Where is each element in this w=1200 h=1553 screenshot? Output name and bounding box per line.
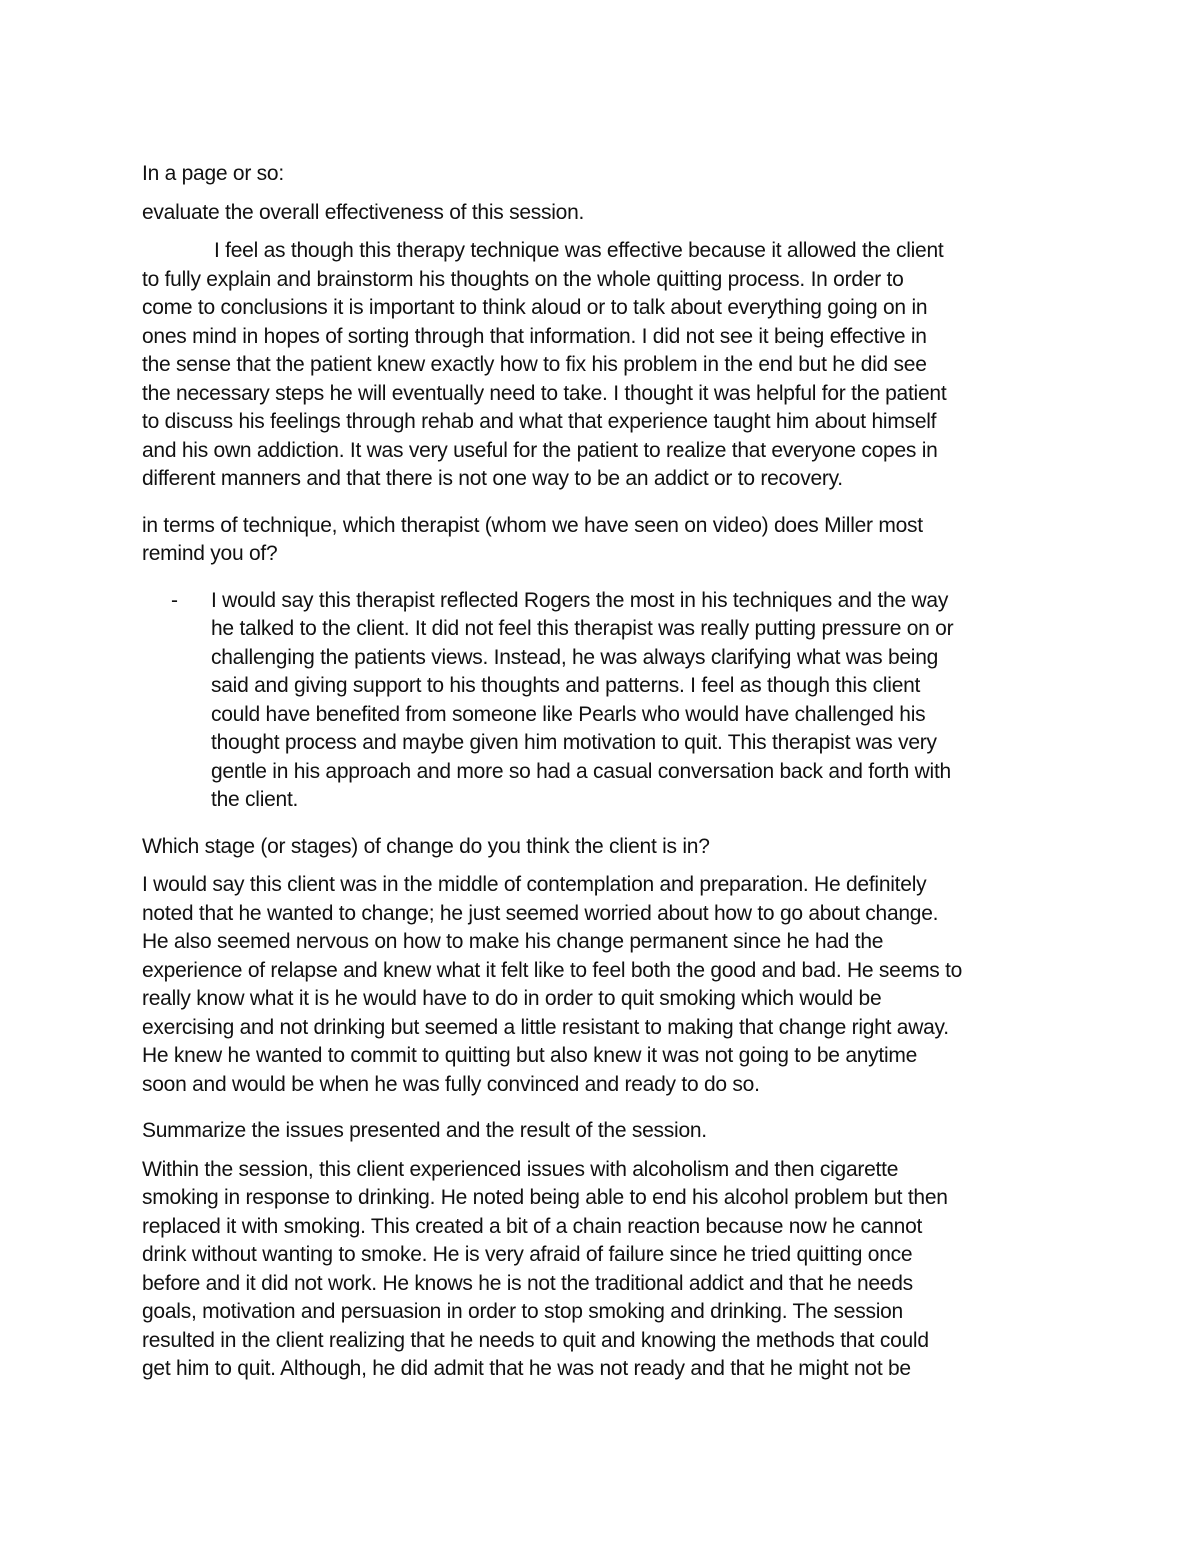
answer-line: goals, motivation and persuasion in order to stop smoking and drinking. The session	[142, 1300, 903, 1323]
answer-line: resulted in the client realizing that he needs to quit and knowing the methods that could	[142, 1328, 929, 1352]
answer-line: ones mind in hopes of sorting through that information. I did not see it being effective in	[142, 324, 927, 348]
answer-line: before and it did not work. He knows he is not the traditional addict and that he needs	[142, 1271, 913, 1295]
answer-line: I would say this therapist reflected Rogers the most in his techniques and the way	[211, 588, 949, 612]
bullet-dash: -	[171, 588, 178, 612]
document-body	[142, 160, 1062, 1384]
answer-line: smoking in response to drinking. He noted being able to end his alcohol problem but then	[142, 1186, 948, 1209]
answer-line: the sense that the patient knew exactly how to fix his problem in the end but he did see	[142, 353, 927, 376]
question-line: remind you of?	[142, 542, 278, 565]
answer-technique-bullet	[142, 587, 1062, 815]
answer-line: replaced it with smoking. This created a bit of a chain reaction because now he cannot	[142, 1214, 923, 1238]
answer-line: gentle in his approach and more so had a casual conversation back and forth with	[211, 759, 951, 783]
answer-line: different manners and that there is not one way to be an addict or to recovery.	[142, 467, 843, 490]
answer-stage-of-change	[142, 871, 1062, 1099]
answer-line: and his own addiction. It was very useful for the patient to realize that everyone copes in	[142, 438, 938, 462]
bullet-text	[142, 587, 1062, 815]
answer-line: exercising and not drinking but seemed a little resistant to making that change right away.	[142, 1015, 949, 1039]
question-line: in terms of technique, which therapist (whom we have seen on video) does Miller most	[142, 513, 923, 537]
question-technique	[142, 512, 1062, 569]
answer-line: He also seemed nervous on how to make his change permanent since he had the	[142, 930, 884, 953]
answer-line: said and giving support to his thoughts and patterns. I feel as though this client	[211, 674, 921, 697]
answer-line: really know what it is he would have to do in order to quit smoking which would be	[142, 987, 882, 1010]
answer-line: experience of relapse and knew what it felt like to feel both the good and bad. He seems to	[142, 958, 963, 982]
answer-line: soon and would be when he was fully convinced and ready to do so.	[142, 1072, 760, 1096]
answer-line: could have benefited from someone like Pearls who would have challenged his	[211, 702, 926, 726]
question-effectiveness: evaluate the overall effectiveness of this session.	[142, 200, 585, 224]
answer-line: to fully explain and brainstorm his thoughts on the whole quitting process. In order to	[142, 267, 904, 291]
answer-line: He knew he wanted to commit to quitting but also knew it was not going to be anytime	[142, 1044, 918, 1067]
answer-line: the necessary steps he will eventually need to take. I thought it was helpful for the patient	[142, 381, 947, 405]
answer-line: I would say this client was in the middle of contemplation and preparation. He definitely	[142, 873, 927, 896]
question-stage-of-change: Which stage (or stages) of change do you think the client is in?	[142, 834, 710, 858]
answer-line: drink without wanting to smoke. He is very afraid of failure since he tried quitting once	[142, 1243, 913, 1266]
answer-line: thought process and maybe given him motivation to quit. This therapist was very	[211, 731, 937, 754]
answer-line: get him to quit. Although, he did admit that he was not ready and that he might not be	[142, 1357, 911, 1380]
answer-line: the client.	[211, 788, 299, 811]
question-summary: Summarize the issues presented and the result of the session.	[142, 1119, 707, 1142]
intro-line: In a page or so:	[142, 162, 284, 185]
answer-line: he talked to the client. It did not feel this therapist was really putting pressure on or	[211, 617, 954, 640]
answer-line: to discuss his feelings through rehab and what that experience taught him about himself	[142, 410, 937, 433]
answer-line: noted that he wanted to change; he just seemed worried about how to go about change.	[142, 901, 939, 925]
answer-line: Within the session, this client experienced issues with alcoholism and then cigarette	[142, 1157, 899, 1181]
answer-line: challenging the patients views. Instead, he was always clarifying what was being	[211, 645, 939, 669]
answer-effectiveness	[142, 237, 1062, 494]
answer-line: I feel as though this therapy technique was effective because it allowed the client	[214, 239, 944, 262]
answer-summary	[142, 1156, 1062, 1384]
answer-line: come to conclusions it is important to think aloud or to talk about everything going on in	[142, 296, 928, 319]
